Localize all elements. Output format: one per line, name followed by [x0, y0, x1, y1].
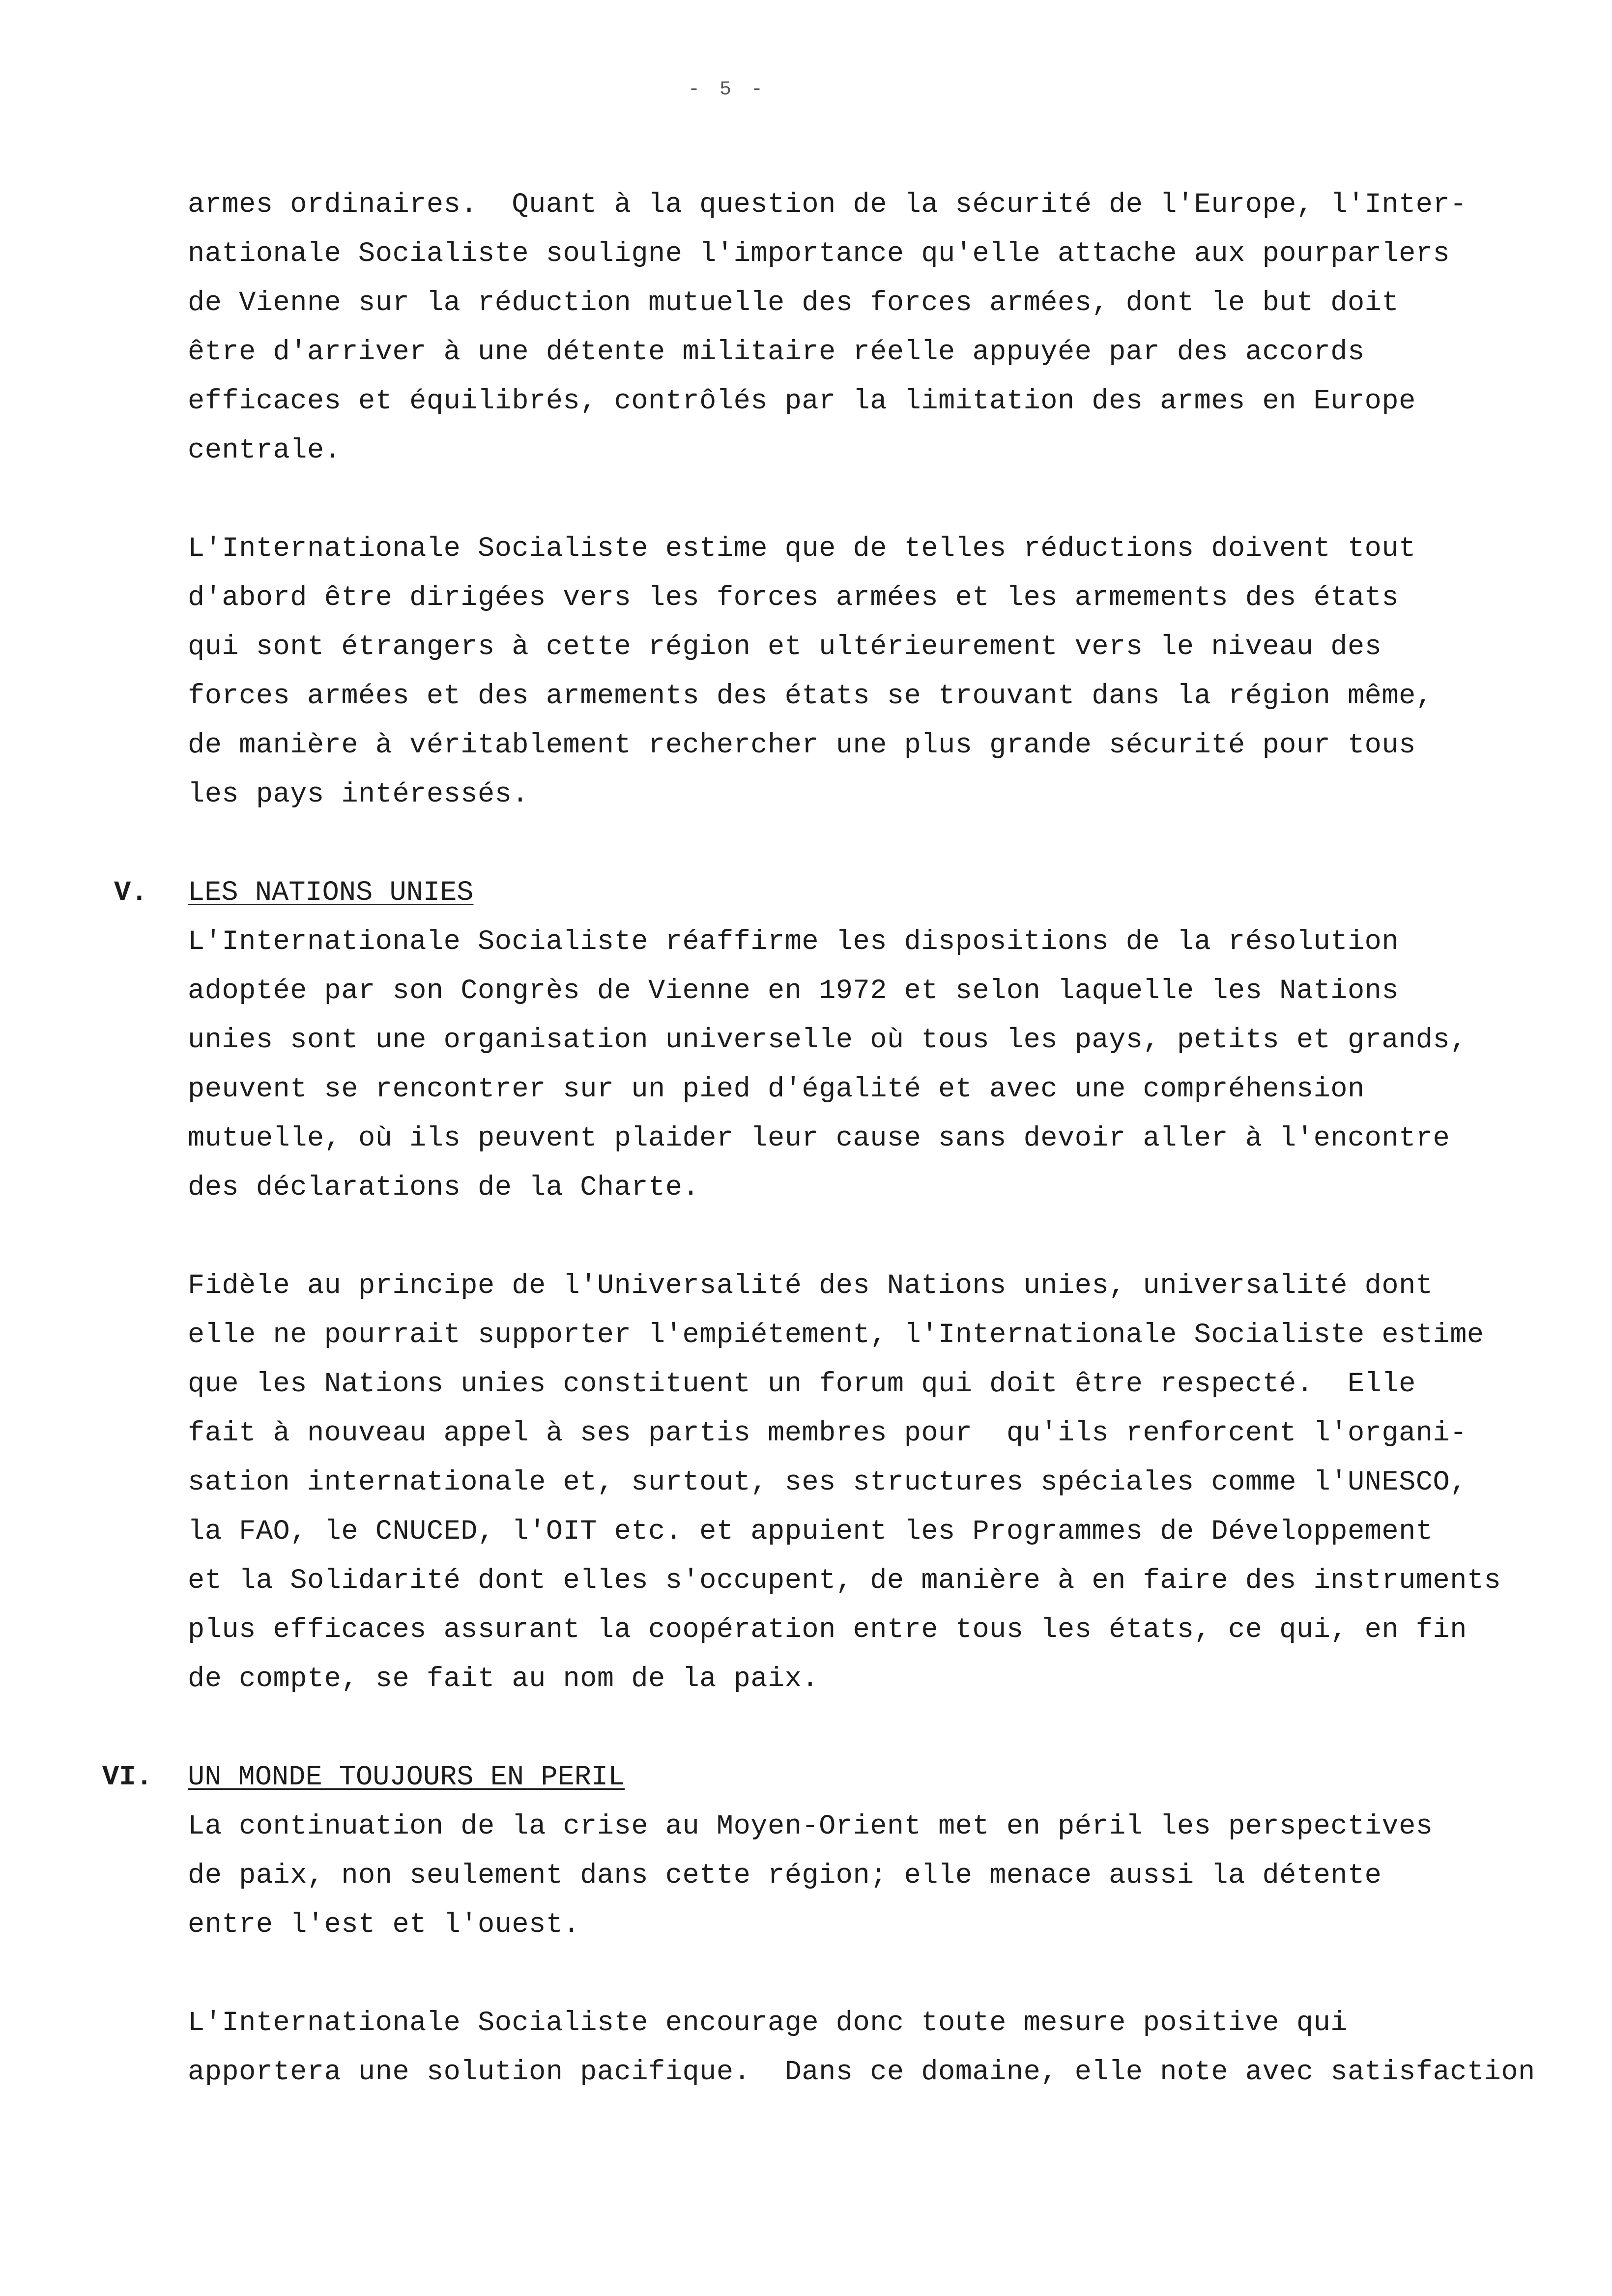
- text-line: adoptée par son Congrès de Vienne en 1972 et selon laquelle les Nations: [188, 976, 1399, 1007]
- text-line: mutuelle, où ils peuvent plaider leur cause sans devoir aller à l'encontre: [188, 1123, 1450, 1154]
- section-heading: UN MONDE TOUJOURS EN PERIL: [188, 1762, 625, 1793]
- text-line: d'abord être dirigées vers les forces armées et les armements des états: [188, 582, 1399, 614]
- text-line: apportera une solution pacifique. Dans ce domaine, elle note avec satisfaction: [188, 2057, 1535, 2088]
- section-number: VI.: [102, 1762, 153, 1793]
- text-line: de compte, se fait au nom de la paix.: [188, 1664, 819, 1695]
- text-line: Fidèle au principe de l'Universalité des Nations unies, universalité dont: [188, 1270, 1433, 1302]
- text-line: la FAO, le CNUCED, l'OIT etc. et appuient les Programmes de Développement: [188, 1516, 1433, 1548]
- text-line: entre l'est et l'ouest.: [188, 1909, 580, 1941]
- text-line: efficaces et équilibrés, contrôlés par la limitation des armes en Europe: [188, 386, 1416, 417]
- text-line: qui sont étrangers à cette région et ultérieurement vers le niveau des: [188, 631, 1382, 663]
- text-line: L'Internationale Socialiste encourage donc toute mesure positive qui: [188, 2008, 1348, 2039]
- text-line: nationale Socialiste souligne l'importance qu'elle attache aux pourparlers: [188, 238, 1450, 270]
- section-heading: LES NATIONS UNIES: [188, 877, 474, 909]
- text-line: forces armées et des armements des états se trouvant dans la région même,: [188, 681, 1433, 712]
- text-line: les pays intéressés.: [188, 779, 529, 810]
- text-line: de manière à véritablement rechercher une plus grande sécurité pour tous: [188, 730, 1416, 761]
- text-line: fait à nouveau appel à ses partis membres pour qu'ils renforcent l'organi-: [188, 1418, 1467, 1449]
- text-line: unies sont une organisation universelle où tous les pays, petits et grands,: [188, 1025, 1467, 1056]
- text-line: peuvent se rencontrer sur un pied d'égalité et avec une compréhension: [188, 1074, 1365, 1105]
- text-line: La continuation de la crise au Moyen-Orient met en péril les perspectives: [188, 1811, 1433, 1842]
- text-line: que les Nations unies constituent un forum qui doit être respecté. Elle: [188, 1369, 1416, 1400]
- text-line: centrale.: [188, 435, 342, 466]
- text-line: sation internationale et, surtout, ses structures spéciales comme l'UNESCO,: [188, 1467, 1467, 1498]
- text-line: de paix, non seulement dans cette région; elle menace aussi la détente: [188, 1860, 1382, 1892]
- text-line: elle ne pourrait supporter l'empiétement, l'Internationale Socialiste estime: [188, 1320, 1484, 1351]
- text-line: L'Internationale Socialiste réaffirme les dispositions de la résolution: [188, 926, 1399, 958]
- text-line: plus efficaces assurant la coopération entre tous les états, ce qui, en fin: [188, 1614, 1467, 1646]
- text-line: L'Internationale Socialiste estime que de telles réductions doivent tout: [188, 533, 1416, 565]
- text-line: de Vienne sur la réduction mutuelle des forces armées, dont le but doit: [188, 287, 1399, 319]
- page-number: - 5 -: [688, 79, 767, 101]
- text-line: et la Solidarité dont elles s'occupent, de manière à en faire des instruments: [188, 1565, 1501, 1597]
- section-number: V.: [114, 877, 148, 909]
- text-line: armes ordinaires. Quant à la question de la sécurité de l'Europe, l'Inter-: [188, 189, 1467, 221]
- text-line: des déclarations de la Charte.: [188, 1172, 700, 1204]
- text-line: être d'arriver à une détente militaire réelle appuyée par des accords: [188, 337, 1365, 368]
